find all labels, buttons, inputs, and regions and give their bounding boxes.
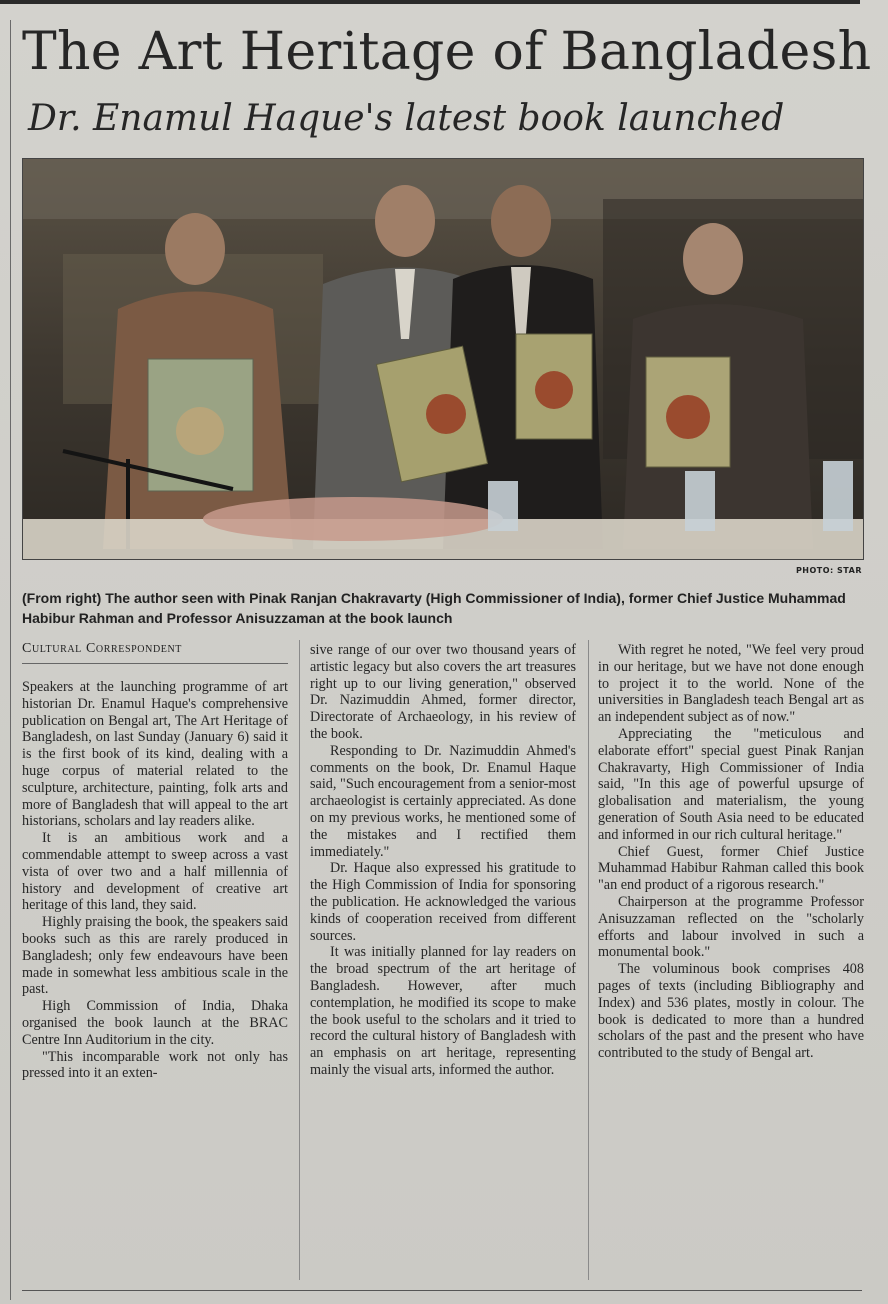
paragraph: Chief Guest, former Chief Justice Muhammad Habibur Rahman called this book "an end product of a rigorous research." [598, 843, 864, 894]
paragraph: Chairperson at the programme Professor Anisuzzaman reflected on the "scholarly efforts and labour involved in such a monumental book." [598, 893, 864, 961]
photo-illustration [23, 159, 863, 559]
paragraph: The voluminous book comprises 408 pages of texts (including Bibliography and Index) and 536 plates, mostly in colour. The book is dedicated to more than a hundred scholars of the past and the present who have contributed to the study of Bengal art. [598, 961, 864, 1062]
paragraph: sive range of our over two thousand years of artistic legacy but also covers the art treasures right up to our living generation," observed Dr. Nazimuddin Ahmed, former director, Directorate of Archaeology, in his review of the book. [310, 642, 576, 742]
article-column-2 [310, 642, 576, 1079]
photo-credit: PHOTO: STAR [795, 566, 862, 575]
paragraph: It was initially planned for lay readers on the broad spectrum of the art heritage of Bangladesh. However, after much contemplation, he modified its scope to make the book useful to the scholars and it tried to record the cultural history of Bangladesh with an emphasis on art heritage, representing mainly the visual arts, informed the author. [310, 944, 576, 1078]
byline: Cultural Correspondent [22, 641, 288, 664]
article-column-3 [598, 642, 864, 1062]
column-divider [299, 640, 300, 1280]
subheadline: Dr. Enamul Haque's latest book launched [28, 98, 785, 139]
paragraph: High Commission of India, Dhaka organised the book launch at the BRAC Centre Inn Auditorium in the city. [22, 998, 288, 1048]
headline: The Art Heritage of Bangladesh [22, 22, 872, 82]
bottom-rule [22, 1290, 862, 1291]
left-column-rule [10, 20, 11, 1300]
paragraph: It is an ambitious work and a commendable attempt to sweep across a vast vista of over two and a half millennia of history and development of creative art heritage of this land, they said. [22, 830, 288, 914]
paragraph: "This incomparable work not only has pressed into it an exten- [22, 1048, 288, 1082]
photo-caption: (From right) The author seen with Pinak Ranjan Chakravarty (High Commissioner of India), former Chief Justice Muhammad Habibur Rahman and Professor Anisuzzaman at the book launch [22, 590, 846, 626]
top-rule [0, 0, 860, 4]
paragraph: Responding to Dr. Nazimuddin Ahmed's comments on the book, Dr. Enamul Haque said, "Such encouragement from a senior-most archaeologist is certainly appreciated. As done on my previous works, he mentioned some of the mistakes and I rectified them immediately." [310, 742, 576, 860]
paragraph: Appreciating the "meticulous and elaborate effort" special guest Pinak Ranjan Chakravarty, High Commissioner of India said, "In this age of powerful upsurge of globalisation and materialism, the young generation of South Asia need to be educated and informed in our rich cultural heritage." [598, 725, 864, 843]
book-launch-photo [22, 158, 864, 560]
paragraph: Dr. Haque also expressed his gratitude to the High Commission of India for sponsoring the publication. He acknowledged the various kinds of cooperation received from different sources. [310, 860, 576, 944]
article-column-1 [22, 679, 288, 1082]
column-divider [588, 640, 589, 1280]
paragraph: With regret he noted, "We feel very proud in our heritage, but we have not done enough to project it to the world. None of the universities in Bangladesh teach Bengal art as an independent subject as of now." [598, 642, 864, 726]
paragraph: Speakers at the launching programme of art historian Dr. Enamul Haque's comprehensive publication on Bengal art, The Art Heritage of Bangladesh, on last Sunday (January 6) said it is the first book of its kind, dealing with a huge corpus of material related to the sculpture, architecture, painting, folk arts and more of Bangladesh that will appeal to the art historians, scholars and lay readers alike. [22, 679, 288, 830]
paragraph: Highly praising the book, the speakers said books such as this are rarely produced in Bangladesh; only few endeavours have been made in somewhat less ambitious scale in the past. [22, 914, 288, 998]
